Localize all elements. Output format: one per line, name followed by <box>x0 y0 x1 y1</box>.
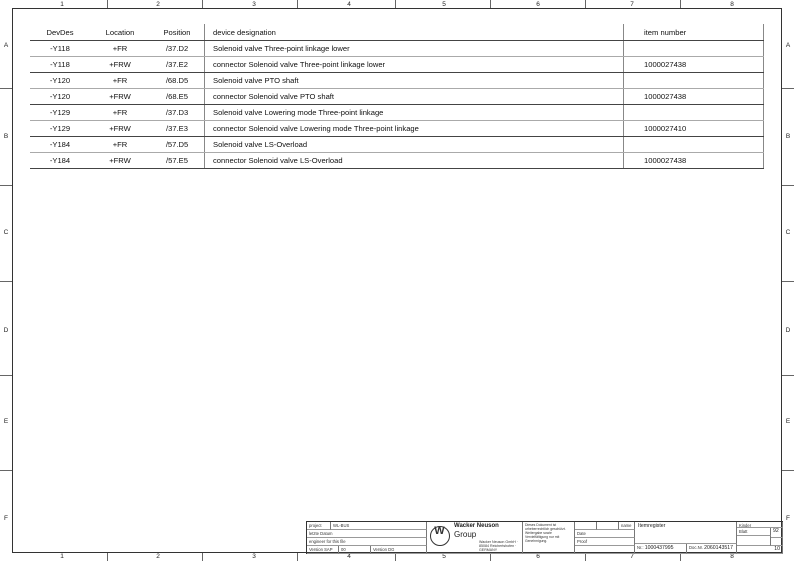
row-letter-left: D <box>3 327 9 334</box>
row-letter-right: F <box>786 515 790 522</box>
cell-item-number <box>624 137 764 153</box>
table-row <box>30 153 764 169</box>
frame-tick <box>395 0 396 8</box>
cell-designation: connector Solenoid valve LS-Overload <box>205 153 624 169</box>
cell-item-number: 1000027410 <box>624 121 764 137</box>
cell-position: /37.D2 <box>150 41 205 57</box>
table-row <box>30 41 764 57</box>
nr-value: 1000437995 <box>644 545 674 551</box>
cell-devdes: -Y184 <box>30 137 90 153</box>
frame-tick <box>680 0 681 8</box>
col-number-bottom: 4 <box>347 553 351 560</box>
frame-tick <box>782 88 794 89</box>
datum-label: letzte Datum <box>307 530 427 538</box>
cell-devdes: -Y129 <box>30 121 90 137</box>
col-number-bottom: 6 <box>536 553 540 560</box>
cell-position: /57.D5 <box>150 137 205 153</box>
frame-tick <box>395 553 396 561</box>
cell-item-number: 1000027438 <box>624 153 764 169</box>
cell-devdes: -Y118 <box>30 57 90 73</box>
col-number-bottom: 2 <box>156 553 160 560</box>
company-logo-block <box>427 522 523 554</box>
col-number-top: 5 <box>442 1 446 8</box>
frame-tick <box>680 553 681 561</box>
frame-tick <box>490 553 491 561</box>
cell-location: +FRW <box>90 89 150 105</box>
frame-tick <box>202 553 203 561</box>
frame-tick <box>107 553 108 561</box>
version-dg-label: Version DG <box>371 546 427 554</box>
table-row <box>30 57 764 73</box>
col-number-bottom: 7 <box>630 553 634 560</box>
name-label: name <box>619 522 635 530</box>
cell-devdes: -Y120 <box>30 73 90 89</box>
cell-devdes: -Y118 <box>30 41 90 57</box>
tb-blank <box>737 536 771 546</box>
sheet-title-cell <box>635 522 737 544</box>
col-number-top: 4 <box>347 1 351 8</box>
sheet-label: Blatt <box>737 528 771 536</box>
sheet-total: 10 <box>737 546 783 554</box>
cell-designation: Solenoid valve Three-point linkage lower <box>205 41 624 57</box>
table-row <box>30 89 764 105</box>
date-label: Date <box>575 530 635 538</box>
cell-designation: Solenoid valve PTO shaft <box>205 73 624 89</box>
cell-position: /68.E5 <box>150 89 205 105</box>
header-designation: device designation <box>205 24 624 41</box>
doc-value: 2060143517 <box>704 545 733 551</box>
tb-blank <box>575 522 597 530</box>
kind-label: Kinder <box>737 522 783 528</box>
row-letter-right: A <box>785 42 791 49</box>
frame-tick <box>107 0 108 8</box>
row-letter-left: C <box>3 229 9 236</box>
cell-designation: connector Solenoid valve PTO shaft <box>205 89 624 105</box>
cell-location: +FR <box>90 73 150 89</box>
cell-item-number: 1000027438 <box>624 57 764 73</box>
company-group: Group <box>454 530 477 539</box>
sheet-title: Itemregister <box>638 523 666 529</box>
cell-position: /37.D3 <box>150 105 205 121</box>
frame-tick <box>297 0 298 8</box>
cell-devdes: -Y120 <box>30 89 90 105</box>
row-letter-left: E <box>3 418 9 425</box>
device-table <box>30 24 764 169</box>
frame-tick <box>490 0 491 8</box>
version-sap-label: Version SAP <box>307 546 339 554</box>
frame-tick <box>297 553 298 561</box>
frame-tick <box>782 281 794 282</box>
cell-designation: connector Solenoid valve Three-point linkage lower <box>205 57 624 73</box>
nr-cell <box>635 544 687 554</box>
version-sap-value: 00 <box>339 546 371 554</box>
nr-label: Nr.: <box>637 545 644 550</box>
frame-tick <box>202 0 203 8</box>
frame-tick <box>782 185 794 186</box>
cell-designation: Solenoid valve LS-Overload <box>205 137 624 153</box>
header-position: Position <box>150 24 205 41</box>
frame-tick <box>0 185 12 186</box>
project-label: project <box>307 522 331 530</box>
frame-tick <box>0 281 12 282</box>
col-number-bottom: 8 <box>730 553 734 560</box>
frame-tick <box>0 375 12 376</box>
cell-location: +FRW <box>90 57 150 73</box>
title-block <box>306 521 783 554</box>
copyright-notice: Dieses Dokument ist urheberrechtlich geschützt. Weitergabe sowie Vervielfältigung nur mit Genehmigung. <box>523 522 575 554</box>
cell-item-number: 1000027438 <box>624 89 764 105</box>
row-letter-left: B <box>3 133 9 140</box>
cell-devdes: -Y184 <box>30 153 90 169</box>
cell-position: /37.E3 <box>150 121 205 137</box>
row-letter-right: B <box>785 133 791 140</box>
col-number-top: 3 <box>252 1 256 8</box>
doc-label: Doc.Nr. <box>689 545 703 550</box>
cell-position: /57.E5 <box>150 153 205 169</box>
row-letter-left: F <box>4 515 8 522</box>
cell-location: +FRW <box>90 153 150 169</box>
frame-tick <box>585 0 586 8</box>
company-logo-icon: W <box>430 526 450 546</box>
col-number-bottom: 1 <box>60 553 64 560</box>
cell-location: +FR <box>90 41 150 57</box>
col-number-top: 2 <box>156 1 160 8</box>
cell-location: +FR <box>90 105 150 121</box>
cell-devdes: -Y129 <box>30 105 90 121</box>
project-value: WL-BUS <box>331 522 427 530</box>
col-number-top: 1 <box>60 1 64 8</box>
cell-location: +FR <box>90 137 150 153</box>
row-letter-right: E <box>785 418 791 425</box>
table-row <box>30 73 764 89</box>
table-header-row <box>30 24 764 41</box>
cell-item-number <box>624 41 764 57</box>
header-location: Location <box>90 24 150 41</box>
cell-position: /68.D5 <box>150 73 205 89</box>
engineer-label: engineer for this file <box>307 538 427 546</box>
cell-item-number <box>624 73 764 89</box>
header-devdes: DevDes <box>30 24 90 41</box>
table-row <box>30 137 764 153</box>
frame-tick <box>0 88 12 89</box>
table-row <box>30 121 764 137</box>
frame-tick <box>585 553 586 561</box>
frame-tick <box>782 470 794 471</box>
cell-position: /37.E2 <box>150 57 205 73</box>
col-number-bottom: 3 <box>252 553 256 560</box>
proof-label: Proof <box>575 538 635 546</box>
cell-location: +FRW <box>90 121 150 137</box>
header-item-number: item number <box>624 24 764 41</box>
frame-tick <box>0 470 12 471</box>
tb-blank <box>575 546 635 554</box>
col-number-top: 7 <box>630 1 634 8</box>
col-number-top: 8 <box>730 1 734 8</box>
tb-blank <box>771 538 783 546</box>
cell-item-number <box>624 105 764 121</box>
cell-designation: Solenoid valve Lowering mode Three-point linkage <box>205 105 624 121</box>
doc-cell <box>687 544 737 554</box>
sheet-number: 92 <box>771 528 783 538</box>
row-letter-right: D <box>785 327 791 334</box>
col-number-top: 6 <box>536 1 540 8</box>
frame-tick <box>782 375 794 376</box>
company-address: Wacker Neuson GmbH · 85084 Reichertshofen · GERMANY <box>479 540 519 552</box>
row-letter-left: A <box>3 42 9 49</box>
cell-designation: connector Solenoid valve Lowering mode Three-point linkage <box>205 121 624 137</box>
company-name: Wacker Neuson <box>454 523 499 529</box>
row-letter-right: C <box>785 229 791 236</box>
col-number-bottom: 5 <box>442 553 446 560</box>
tb-blank <box>597 522 619 530</box>
table-row <box>30 105 764 121</box>
